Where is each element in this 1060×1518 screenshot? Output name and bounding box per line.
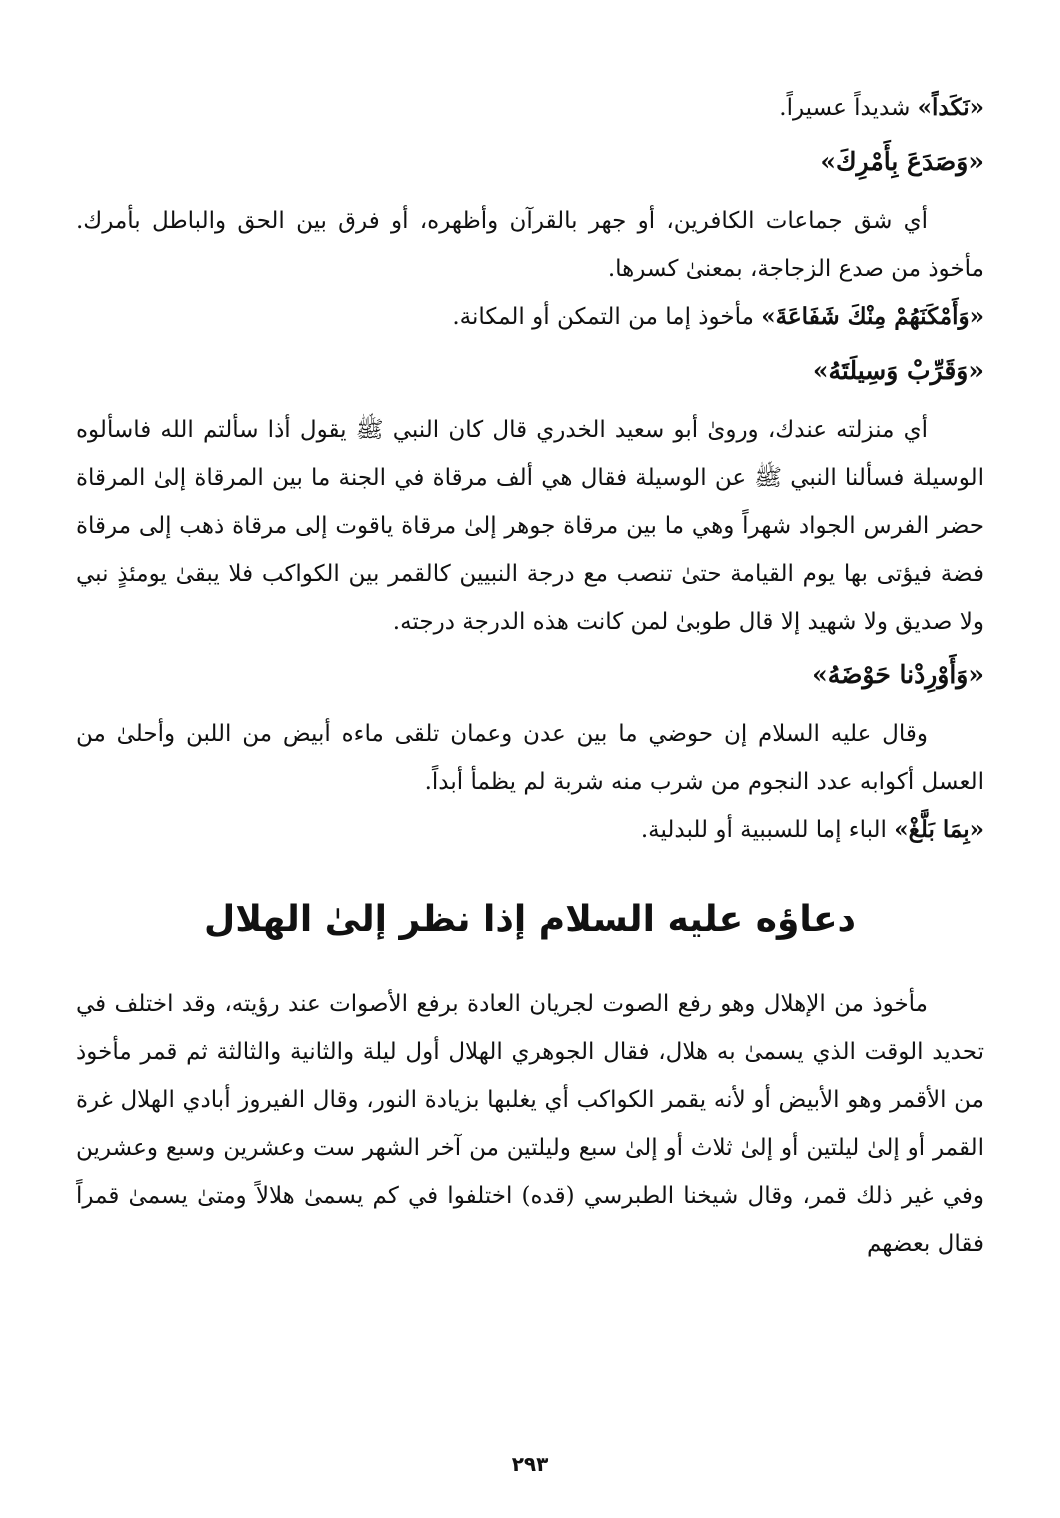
entry-paragraph-sadaa: أي شق جماعات الكافرين، أو جهر بالقرآن وأظهره، أو فرق بين الحق والباطل بأمرك. مأخوذ من صدع الزجاجة، بمعنىٰ كسرها. [76, 208, 984, 282]
entry-amkanahum [76, 301, 984, 333]
entry-nakadan [76, 92, 984, 124]
page-body [76, 92, 984, 1276]
entry-paragraph-wasila: أي منزلته عندك، وروىٰ أبو سعيد الخدري قال كان النبي ﷺ يقول أذا سألتم الله فاسألوه الوسيلة فسألنا النبي ﷺ عن الوسيلة فقال هي ألف مرقاة في الجنة ما بين المرقاة إلىٰ المرقاة حضر الفرس الجواد شهراً وهي ما بين مرقاة جوهر إلىٰ مرقاة ياقوت إلى مرقاة ذهب إلى مرقاة فضة فيؤتى بها يوم القيامة حتىٰ تنصب مع درجة النبيين كالقمر بين الكواكب فلا يبقىٰ يومئذٍ نبي ولا صديق ولا شهيد إلا قال طوبىٰ لمن كانت هذه الدرجة درجته. [76, 417, 984, 635]
quoted-term: «نَكَداً» [917, 94, 984, 121]
entry-heading-wasila: «وَقَرِّبْ وَسِيلَتَهُ» [812, 356, 984, 385]
entry-bima-ballagh [76, 814, 984, 846]
entry-explanation: مأخوذ إما من التمكن أو المكانة. [452, 304, 762, 330]
quoted-term: «بِمَا بَلَّغْ» [894, 816, 984, 843]
section-paragraph: مأخوذ من الإهلال وهو رفع الصوت لجريان العادة برفع الأصوات عند رؤيته، وقد اختلف في تحديد الوقت الذي يسمىٰ به هلال، فقال الجوهري الهلال أول ليلة والثانية والثالثة ثم قمر مأخوذ من الأقمر وهو الأبيض أو لأنه يقمر الكواكب أي يغلبها بزيادة النور، وقال الفيروز أبادي الهلال غرة القمر أو إلىٰ ليلتين أو إلىٰ ثلاث أو إلىٰ سبع وليلتين من آخر الشهر ست وعشرين وسبع وعشرين وفي غير ذلك قمر، وقال شيخنا الطبرسي (قده) اختلفوا في كم يسمىٰ هلالاً ومتىٰ يسمىٰ قمراً فقال بعضهم [76, 991, 984, 1257]
section-title: دعاؤه عليه السلام إذا نظر إلىٰ الهلال [203, 899, 857, 940]
entry-explanation: الباء إما للسببية أو للبدلية. [640, 817, 895, 843]
entry-explanation: شديداً عسيراً. [779, 95, 918, 121]
page-number: ٢٩٣ [511, 1452, 549, 1476]
quoted-term: «وَأَمْكَنَهُمْ مِنْكَ شَفَاعَةَ» [761, 303, 984, 330]
entry-heading-hawd: «وَأَوْرِدْنا حَوْضَهُ» [812, 660, 984, 689]
entry-heading-sadaa: «وَصَدَعَ بِأَمْرِكَ» [820, 147, 984, 176]
entry-paragraph-hawd: وقال عليه السلام إن حوضي ما بين عدن وعمان تلقى ماءه أبيض من اللبن وأحلىٰ من العسل أكوابه عدد النجوم من شرب منه شربة لم يظمأ أبداً. [76, 721, 984, 795]
